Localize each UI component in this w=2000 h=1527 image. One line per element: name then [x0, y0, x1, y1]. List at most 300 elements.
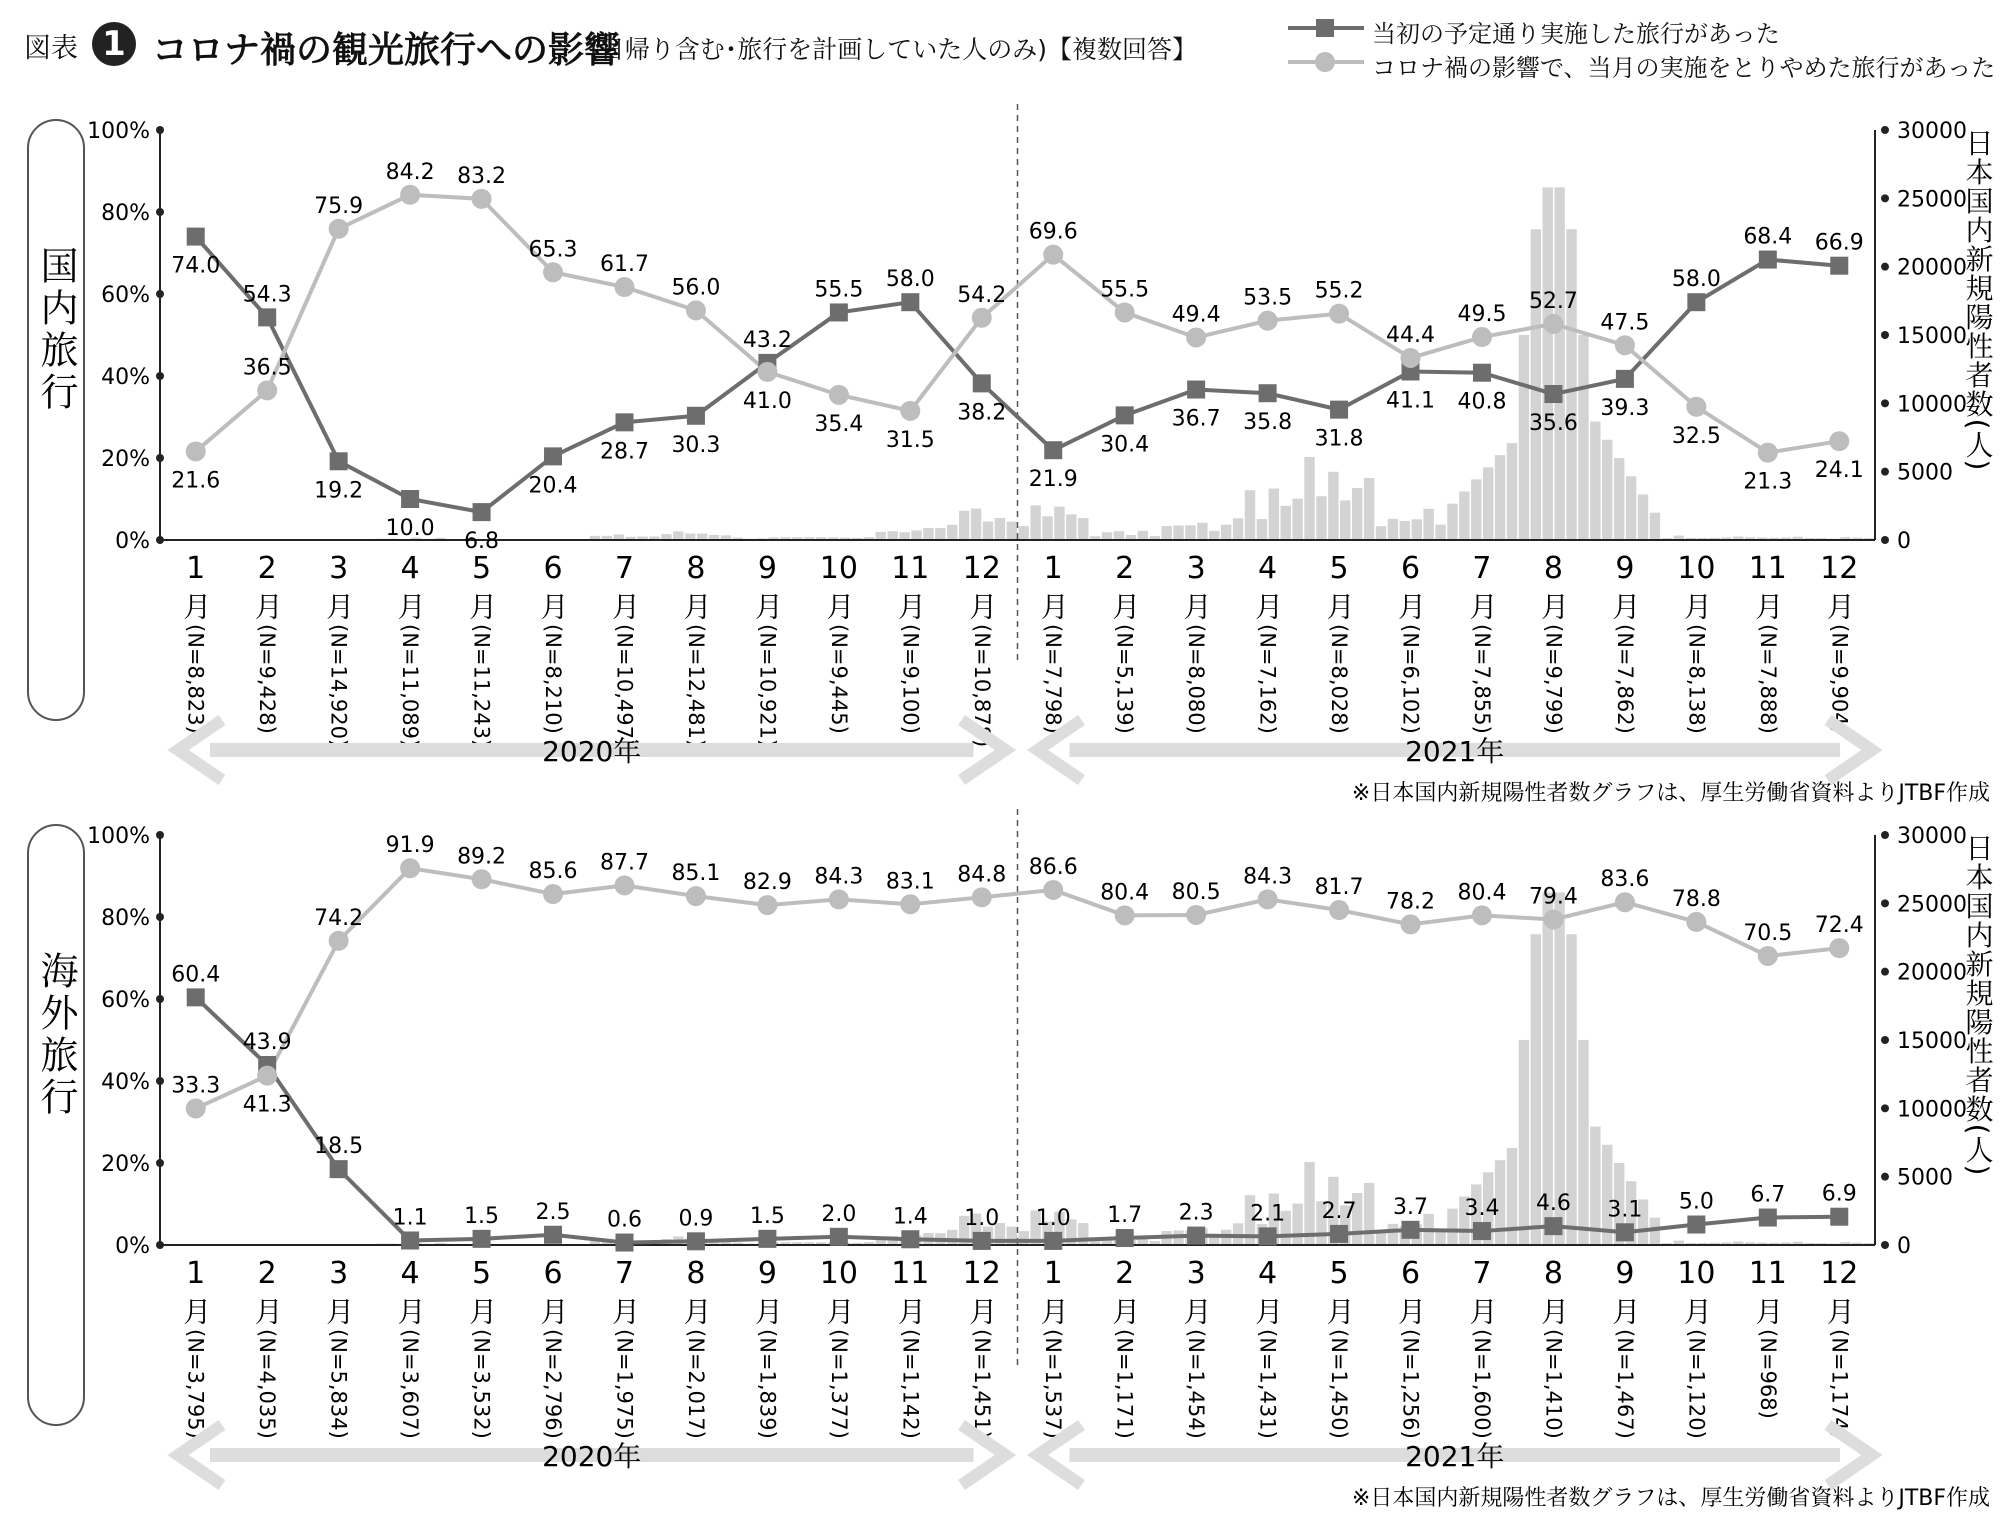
x-tick-month-label: 2: [1115, 551, 1135, 586]
x-tick-n-label: (N=12,481): [683, 624, 708, 748]
y2-tick-dot: [1881, 1036, 1889, 1044]
data-label-planned: 41.1: [1386, 388, 1436, 414]
x-tick-n-label: (N=1,467): [1612, 1329, 1637, 1439]
x-tick-n-label: (N=1,377): [826, 1329, 851, 1439]
x-tick-n-label: (N=11,243): [469, 624, 494, 748]
domestic-travel-chart: [0, 100, 2000, 820]
y-tick-dot: [156, 536, 164, 544]
data-label-cancelled: 49.5: [1457, 302, 1507, 328]
data-label-cancelled: 91.9: [385, 833, 435, 859]
data-point-planned: [830, 1228, 848, 1246]
x-tick-n-label: (N=9,428): [255, 624, 280, 734]
data-label-planned: 74.0: [171, 253, 221, 279]
x-tick-month-suffix: 月: [1536, 592, 1570, 620]
data-label-planned: 3.1: [1607, 1197, 1643, 1223]
x-tick-month-suffix: 月: [1822, 592, 1856, 620]
data-label-planned: 10.0: [385, 516, 435, 541]
data-label-planned: 2.1: [1250, 1201, 1286, 1227]
case-count-bar: [876, 532, 886, 540]
data-label-planned: 38.2: [957, 400, 1007, 426]
data-point-planned: [1830, 257, 1848, 275]
data-point-cancelled: [472, 189, 492, 209]
case-count-bar: [947, 1230, 957, 1245]
y2-tick-dot: [1881, 831, 1889, 839]
case-count-bar: [1590, 1127, 1600, 1245]
x-tick-month-suffix: 月: [322, 1297, 356, 1325]
case-count-bar: [1161, 526, 1171, 540]
data-point-cancelled: [186, 1098, 206, 1118]
x-tick-n-label: (N=1,174): [1827, 1329, 1852, 1439]
y2-tick-dot: [1881, 263, 1889, 271]
x-tick-month-label: 7: [1472, 551, 1492, 586]
data-label-planned: 6.8: [464, 529, 500, 555]
case-count-bar: [1292, 499, 1302, 540]
y2-tick-dot: [1881, 126, 1889, 134]
case-count-bar: [1352, 488, 1362, 540]
data-label-cancelled: 83.1: [885, 869, 935, 895]
data-label-cancelled: 85.6: [528, 859, 578, 885]
x-tick-month-label: 3: [1186, 1256, 1206, 1291]
data-point-cancelled: [1186, 327, 1206, 347]
data-label-planned: 60.4: [171, 962, 221, 988]
source-note: ※日本国内新規陽性者数グラフは、厚生労働省資料よりJTBF作成: [1351, 1486, 1990, 1511]
data-point-cancelled: [1543, 314, 1563, 334]
data-point-planned: [687, 407, 705, 425]
data-label-cancelled: 89.2: [457, 844, 507, 870]
data-label-cancelled: 74.2: [314, 905, 364, 931]
x-tick-month-label: 8: [686, 551, 706, 586]
x-tick-month-suffix: 月: [250, 592, 284, 620]
case-count-bar: [1566, 229, 1576, 540]
y2-tick-label: 25000: [1897, 892, 1967, 918]
case-count-bar: [1007, 522, 1017, 540]
data-point-planned: [544, 1226, 562, 1244]
x-tick-month-label: 11: [891, 551, 930, 586]
data-point-planned: [615, 1234, 633, 1252]
case-count-bar: [1364, 478, 1374, 540]
y-tick-label: 0%: [115, 1234, 150, 1259]
x-tick-month-label: 4: [400, 1256, 420, 1291]
data-point-cancelled: [1829, 431, 1849, 451]
y-tick-label: 100%: [87, 119, 150, 144]
data-label-planned: 2.7: [1321, 1198, 1357, 1224]
y2-tick-label: 10000: [1897, 1097, 1967, 1123]
data-point-planned: [473, 1230, 491, 1248]
data-point-cancelled: [400, 858, 420, 878]
case-count-bar: [1173, 525, 1183, 540]
data-label-cancelled: 41.0: [742, 388, 792, 414]
case-count-bar: [1304, 457, 1314, 540]
figure-subtitle: (日帰り含む･旅行を計画していた人のみ)【複数回答】: [590, 35, 1198, 64]
data-label-cancelled: 87.7: [599, 850, 649, 876]
x-tick-month-label: 2: [1115, 1256, 1135, 1291]
y2-tick-dot: [1881, 1104, 1889, 1112]
case-count-bar: [1578, 1040, 1588, 1245]
data-point-planned: [187, 228, 205, 246]
y2-tick-dot: [1881, 968, 1889, 976]
y-tick-dot: [156, 913, 164, 921]
x-tick-month-suffix: 月: [750, 592, 784, 620]
x-tick-month-suffix: 月: [465, 592, 499, 620]
data-point-cancelled: [757, 362, 777, 382]
data-point-cancelled: [1472, 905, 1492, 925]
x-tick-month-suffix: 月: [679, 1297, 713, 1325]
y-tick-label: 60%: [101, 283, 150, 308]
data-point-planned: [473, 503, 491, 521]
case-count-bar: [947, 525, 957, 540]
x-tick-month-label: 10: [1677, 1256, 1716, 1291]
data-label-planned: 54.3: [242, 282, 292, 308]
case-count-bar: [1650, 513, 1660, 540]
data-label-cancelled: 53.5: [1243, 285, 1293, 311]
data-point-planned: [1687, 293, 1705, 311]
data-label-cancelled: 55.5: [1100, 277, 1150, 303]
data-label-cancelled: 56.0: [671, 275, 721, 301]
case-count-bar: [899, 532, 909, 540]
x-tick-n-label: (N=7,798): [1041, 624, 1066, 734]
x-tick-month-suffix: 月: [1179, 592, 1213, 620]
case-count-bar: [1316, 496, 1326, 540]
data-label-cancelled: 70.5: [1743, 920, 1793, 946]
data-point-planned: [1330, 1225, 1348, 1243]
data-label-cancelled: 84.2: [385, 159, 435, 185]
case-count-bar: [1054, 507, 1064, 540]
case-count-bar: [673, 531, 683, 540]
x-tick-month-label: 9: [757, 1256, 777, 1291]
year-band-2021-label: 2021年: [1405, 1440, 1505, 1473]
case-count-bar: [1221, 525, 1231, 540]
data-label-planned: 58.0: [885, 267, 935, 293]
x-tick-n-label: (N=1,120): [1684, 1329, 1709, 1439]
data-point-planned: [687, 1232, 705, 1250]
y-tick-dot: [156, 372, 164, 380]
data-label-cancelled: 31.5: [885, 427, 935, 453]
data-point-cancelled: [614, 277, 634, 297]
x-tick-n-label: (N=9,904): [1827, 624, 1852, 734]
case-count-bar: [1340, 500, 1350, 540]
x-tick-n-label: (N=6,102): [1398, 624, 1423, 734]
data-label-cancelled: 80.5: [1171, 879, 1221, 905]
data-label-planned: 0.9: [678, 1206, 714, 1232]
case-count-bar: [1376, 526, 1386, 540]
legend-item-cancelled: [1286, 46, 1996, 82]
data-label-planned: 4.6: [1535, 1191, 1571, 1217]
year-band-2021-label: 2021年: [1405, 735, 1505, 768]
y2-tick-dot: [1881, 399, 1889, 407]
data-label-cancelled: 81.7: [1314, 875, 1364, 901]
legend-square-marker-icon: [1286, 12, 1366, 48]
y-tick-dot: [156, 995, 164, 1003]
x-tick-month-label: 10: [819, 1256, 858, 1291]
data-label-planned: 1.5: [464, 1203, 500, 1229]
x-tick-n-label: (N=1,975): [612, 1329, 637, 1439]
data-point-planned: [1616, 370, 1634, 388]
data-point-planned: [1044, 1232, 1062, 1250]
y2-axis-title: 日本国内新規陽性者数(人): [1961, 128, 1995, 472]
figure-title: コロナ禍の観光旅行への影響: [152, 30, 621, 71]
data-label-cancelled: 47.5: [1600, 310, 1650, 336]
x-tick-n-label: (N=1,451): [969, 1329, 994, 1439]
y-tick-dot: [156, 1159, 164, 1167]
figure-label: 図表: [24, 33, 78, 64]
y2-tick-label: 20000: [1897, 255, 1967, 281]
data-label-planned: 6.9: [1821, 1181, 1857, 1207]
x-tick-n-label: (N=10,878): [969, 624, 994, 748]
x-tick-n-label: (N=14,920): [326, 624, 351, 748]
data-point-planned: [1330, 401, 1348, 419]
data-point-cancelled: [1615, 892, 1635, 912]
data-point-cancelled: [614, 875, 634, 895]
data-label-cancelled: 41.3: [242, 1092, 292, 1118]
x-tick-month-suffix: 月: [822, 592, 856, 620]
case-count-bar: [911, 530, 921, 540]
y-tick-dot: [156, 208, 164, 216]
data-label-planned: 3.7: [1393, 1194, 1429, 1220]
x-tick-month-label: 4: [1258, 1256, 1278, 1291]
data-point-cancelled: [1472, 327, 1492, 347]
y2-tick-dot: [1881, 468, 1889, 476]
data-point-planned: [1402, 1221, 1420, 1239]
data-point-cancelled: [1329, 900, 1349, 920]
data-point-cancelled: [400, 185, 420, 205]
case-count-bar: [1638, 494, 1648, 540]
x-tick-month-suffix: 月: [1465, 1297, 1499, 1325]
x-tick-n-label: (N=1,450): [1327, 1329, 1352, 1439]
case-count-bar: [1602, 440, 1612, 540]
y-tick-dot: [156, 290, 164, 298]
x-tick-month-suffix: 月: [322, 592, 356, 620]
x-tick-month-suffix: 月: [822, 1297, 856, 1325]
data-label-cancelled: 82.9: [742, 870, 792, 896]
x-tick-n-label: (N=3,607): [398, 1329, 423, 1439]
x-tick-month-label: 1: [186, 1256, 206, 1291]
data-label-cancelled: 33.3: [171, 1073, 221, 1099]
data-point-planned: [973, 1232, 991, 1250]
case-count-bar: [1614, 458, 1624, 540]
x-tick-n-label: (N=9,100): [898, 624, 923, 734]
legend-label-cancelled: コロナ禍の影響で、当月の実施をとりやめた旅行があった: [1372, 54, 1996, 82]
case-count-bar: [959, 511, 969, 540]
data-label-planned: 35.8: [1243, 410, 1293, 436]
case-count-bar: [1626, 476, 1636, 540]
data-label-cancelled: 24.1: [1814, 458, 1864, 484]
data-label-cancelled: 83.6: [1600, 867, 1650, 893]
case-count-bar: [1078, 518, 1088, 540]
case-count-bar: [887, 531, 897, 540]
x-tick-n-label: (N=2,796): [541, 1329, 566, 1439]
data-point-planned: [1830, 1208, 1848, 1226]
data-point-cancelled: [1686, 912, 1706, 932]
data-point-cancelled: [686, 300, 706, 320]
x-tick-month-suffix: 月: [536, 1297, 570, 1325]
x-tick-month-suffix: 月: [1394, 1297, 1428, 1325]
case-count-bar: [971, 509, 981, 540]
data-point-planned: [401, 1231, 419, 1249]
data-label-planned: 43.2: [742, 327, 792, 353]
x-tick-month-suffix: 月: [1608, 592, 1642, 620]
data-point-planned: [1544, 1217, 1562, 1235]
x-tick-month-suffix: 月: [679, 592, 713, 620]
data-point-planned: [1187, 1227, 1205, 1245]
data-point-planned: [615, 413, 633, 431]
y2-tick-label: 30000: [1897, 824, 1967, 849]
x-tick-month-suffix: 月: [536, 592, 570, 620]
case-count-bar: [1114, 531, 1124, 540]
x-tick-month-suffix: 月: [393, 1297, 427, 1325]
x-tick-n-label: (N=1,256): [1398, 1329, 1423, 1439]
y-tick-label: 40%: [101, 1070, 150, 1095]
legend-circle-marker-icon: [1286, 46, 1366, 82]
x-tick-month-suffix: 月: [179, 592, 213, 620]
x-tick-n-label: (N=7,888): [1755, 624, 1780, 734]
data-label-cancelled: 54.2: [957, 282, 1007, 308]
x-tick-month-label: 6: [1400, 551, 1421, 586]
y2-tick-dot: [1881, 331, 1889, 339]
data-point-cancelled: [257, 380, 277, 400]
case-count-bar: [1388, 1224, 1398, 1245]
case-count-bar: [1578, 335, 1588, 540]
y2-axis-title: 日本国内新規陽性者数(人): [1961, 833, 1995, 1177]
data-point-cancelled: [757, 895, 777, 915]
y-tick-label: 20%: [101, 1152, 150, 1177]
figure-number-badge: 1: [92, 22, 136, 66]
x-tick-month-label: 12: [962, 1256, 1001, 1291]
data-point-cancelled: [1401, 914, 1421, 934]
data-label-planned: 1.1: [392, 1205, 428, 1231]
data-label-planned: 40.8: [1457, 389, 1507, 415]
overseas-travel-chart: [0, 805, 2000, 1525]
case-count-bar: [1269, 489, 1279, 540]
x-tick-n-label: (N=3,795): [183, 1329, 208, 1439]
x-tick-month-label: 5: [1329, 1256, 1349, 1291]
case-count-bar: [1388, 519, 1398, 540]
data-point-cancelled: [1115, 302, 1135, 322]
data-label-planned: 68.4: [1743, 224, 1793, 250]
case-count-bar: [1138, 531, 1148, 540]
x-tick-month-suffix: 月: [965, 1297, 999, 1325]
data-label-cancelled: 69.6: [1028, 219, 1078, 245]
x-tick-month-label: 1: [186, 551, 206, 586]
data-point-cancelled: [1829, 938, 1849, 958]
case-count-bar: [1102, 532, 1112, 540]
data-label-planned: 2.5: [535, 1199, 571, 1225]
data-label-cancelled: 84.3: [1243, 864, 1293, 890]
legend-item-planned: [1286, 12, 1996, 48]
case-count-bar: [1590, 422, 1600, 540]
data-point-planned: [1544, 385, 1562, 403]
x-tick-month-suffix: 月: [250, 1297, 284, 1325]
data-label-planned: 3.4: [1464, 1196, 1500, 1222]
y-tick-dot: [156, 831, 164, 839]
x-tick-n-label: (N=7,162): [1255, 624, 1280, 734]
data-point-planned: [330, 1160, 348, 1178]
x-tick-n-label: (N=1,537): [1041, 1329, 1066, 1439]
x-tick-month-label: 1: [1043, 1256, 1063, 1291]
case-count-bar: [1423, 509, 1433, 540]
data-point-planned: [330, 452, 348, 470]
x-tick-month-label: 9: [1615, 551, 1635, 586]
y2-tick-dot: [1881, 1173, 1889, 1181]
x-tick-n-label: (N=1,431): [1255, 1329, 1280, 1439]
data-label-planned: 30.3: [671, 432, 721, 458]
case-count-bar: [1543, 187, 1553, 540]
x-tick-n-label: (N=1,839): [755, 1329, 780, 1439]
data-point-cancelled: [1758, 946, 1778, 966]
x-tick-month-suffix: 月: [1465, 592, 1499, 620]
y2-tick-dot: [1881, 1241, 1889, 1249]
data-label-planned: 18.5: [314, 1134, 364, 1160]
case-count-bar: [1019, 526, 1029, 540]
data-point-planned: [1473, 1222, 1491, 1240]
data-label-cancelled: 61.7: [599, 252, 649, 278]
data-label-planned: 58.0: [1671, 267, 1721, 293]
data-point-cancelled: [1043, 880, 1063, 900]
x-tick-month-suffix: 月: [1322, 592, 1356, 620]
case-count-bar: [1233, 518, 1243, 540]
data-point-planned: [1759, 251, 1777, 269]
data-point-planned: [1616, 1223, 1634, 1241]
x-tick-n-label: (N=10,497): [612, 624, 637, 748]
data-label-cancelled: 84.3: [814, 864, 864, 890]
data-label-cancelled: 32.5: [1671, 423, 1721, 449]
data-point-planned: [187, 988, 205, 1006]
x-tick-month-suffix: 月: [893, 592, 927, 620]
data-point-planned: [1259, 384, 1277, 402]
case-count-bar: [1447, 504, 1457, 540]
data-label-cancelled: 79.4: [1528, 884, 1578, 910]
data-point-cancelled: [829, 385, 849, 405]
x-tick-month-suffix: 月: [393, 592, 427, 620]
data-point-planned: [1187, 381, 1205, 399]
x-tick-month-suffix: 月: [1251, 1297, 1285, 1325]
x-tick-month-label: 1: [1043, 551, 1063, 586]
data-point-cancelled: [900, 401, 920, 421]
x-tick-n-label: (N=1,142): [898, 1329, 923, 1439]
data-point-cancelled: [1115, 905, 1135, 925]
x-tick-month-label: 11: [1748, 551, 1787, 586]
x-tick-month-label: 2: [257, 1256, 277, 1291]
case-count-bar: [1507, 443, 1517, 540]
y2-tick-label: 5000: [1897, 1165, 1953, 1191]
case-count-bar: [1197, 523, 1207, 540]
x-tick-month-suffix: 月: [179, 1297, 213, 1325]
x-tick-n-label: (N=5,834): [326, 1329, 351, 1439]
case-count-bar: [983, 522, 993, 540]
data-point-cancelled: [972, 887, 992, 907]
y-tick-label: 100%: [87, 824, 150, 849]
data-point-cancelled: [1401, 348, 1421, 368]
panel-label: 海外旅行: [34, 951, 78, 1119]
x-tick-n-label: (N=1,454): [1184, 1329, 1209, 1439]
x-tick-month-suffix: 月: [465, 1297, 499, 1325]
x-tick-month-suffix: 月: [1036, 592, 1070, 620]
x-tick-month-label: 7: [1472, 1256, 1492, 1291]
data-point-planned: [1259, 1227, 1277, 1245]
y-tick-label: 20%: [101, 447, 150, 472]
y2-tick-label: 5000: [1897, 460, 1953, 486]
y-tick-label: 80%: [101, 201, 150, 226]
data-label-planned: 2.0: [821, 1201, 857, 1227]
data-point-cancelled: [543, 884, 563, 904]
x-tick-month-label: 3: [329, 551, 349, 586]
x-tick-month-suffix: 月: [1536, 1297, 1570, 1325]
x-tick-month-label: 9: [757, 551, 777, 586]
data-point-planned: [401, 490, 419, 508]
x-tick-month-label: 6: [543, 1256, 563, 1291]
y2-tick-label: 25000: [1897, 187, 1967, 213]
data-point-cancelled: [472, 869, 492, 889]
x-tick-month-label: 2: [257, 551, 277, 586]
